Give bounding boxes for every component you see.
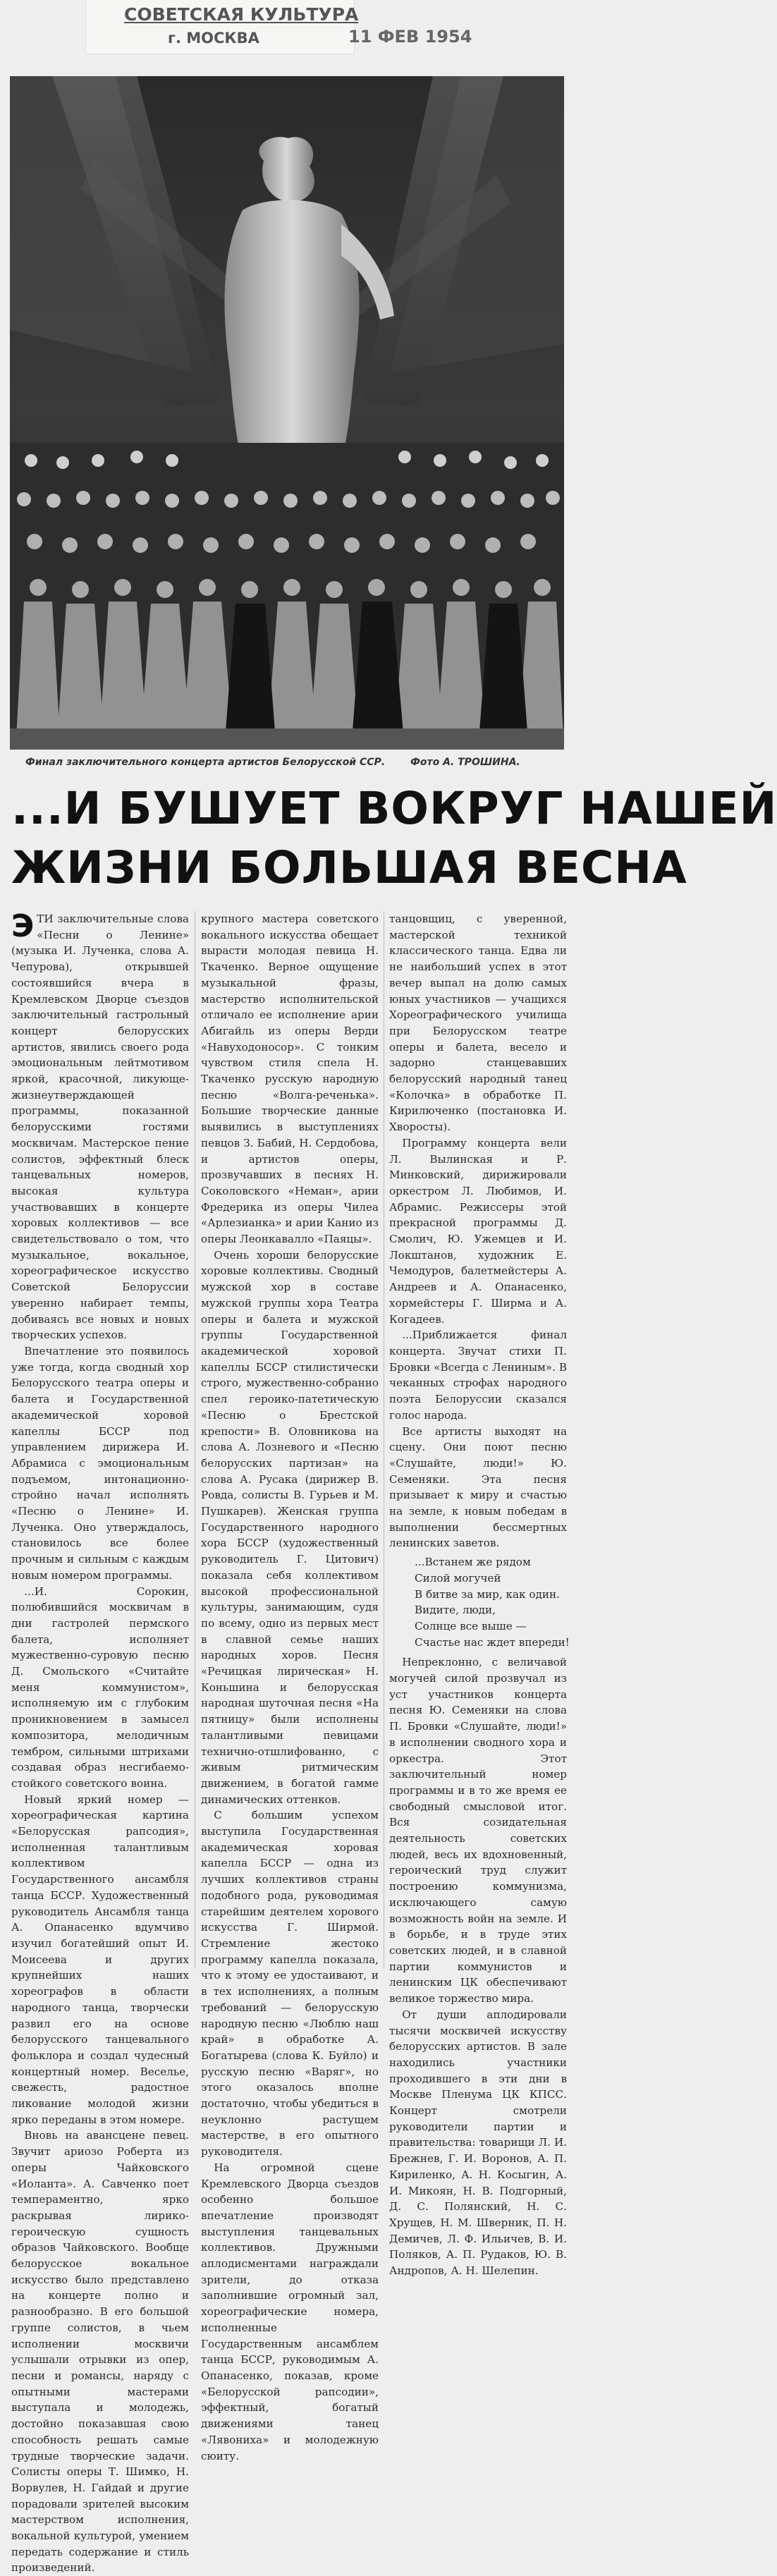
concert-photo-illustration (10, 76, 564, 750)
article-column-1 (11, 908, 189, 2575)
article-paragraph: Впечатление это появилось уже тогда, когда сводный хор Белорусского театра оперы и балета и Государственной академической хоровой капеллы БССР под управлением дирижера И. Абрамиса с эмоциональным подъемом, интонационно-стройно начал исполнять «Песню о Ленине» И. Лученка. Оно утверждалось, становилось все более прочным и сильным с каждым новым номером программы. (11, 1344, 189, 1582)
article-paragraph: ЭТИ заключительные слова «Песни о Ленине» (музыка И. Лученка, слова А. Чепурова), открывшей состоявшийся вчера в Кремлевском Дворце съездов заключительный гастрольный концерт белорусских артистов, явились своего рода эмоциональным лейтмотивом яркой, красочной, ликующе-жизнеутверждающей программы, показанной белорусскими гостями москвичам. Мастерское пение солистов, эффектный блеск танцевальных номеров, высокая культура участвовавших в концерте хоровых коллективов — все свидетельствовало о том, что музыкальное, вокальное, хореографическое искусство Советской Белоруссии уверенно набирает темпы, добиваясь все новых и новых творческих успехов. (11, 908, 189, 1342)
headline-line-2: ЖИЗНИ БОЛЬШАЯ ВЕСНА (11, 842, 687, 893)
poem-verse: Видите, люди, (415, 1604, 496, 1617)
poem-verse: Счастье нас ждет впереди! (415, 1635, 570, 1649)
article-headline (11, 779, 777, 898)
concert-photo (10, 76, 564, 750)
photo-credit: Фото А. ТРОШИНА. (410, 757, 520, 768)
poem-verse: Силой могучей (415, 1571, 501, 1585)
article-paragraph: Все артисты выходят на сцену. Они поют песню «Слушайте, люди!» Ю. Семеняки. Эта песня призывает к миру и счастью на земле, к новым победам в выполнении бессмертных ленинских заветов. (389, 1424, 567, 1550)
article-column-3 (389, 911, 570, 2278)
article-paragraph: Непреклонно, с величавой могучей силой прозвучал из уст участников концерта песня Ю. Семеняки на слова П. Бровки «Слушайте, люди!» в исполнении сводного хора и оркестра. Этот заключительный номер программы и в то же время ее свободный смысловой итог. Вся созидательная деятельность советских людей, весь их вдохновенный, героический труд служит построению коммунизма, исключающего самую возможность войн на земле. И в борьбе, и в труде этих советских людей, и в славной партии коммунистов и ленинским ЦК обеспечивают великое торжество мира. (389, 1656, 567, 2006)
date-stamp: 11 ФЕВ 1954 (348, 27, 472, 47)
poem-verse: В битве за мир, как один. (415, 1587, 560, 1601)
article-paragraph: От души аплодировали тысячи москвичей искусству белорусских артистов. В зале находились участники проходившего в эти дни в Москве Пленума ЦК КПСС. Концерт смотрели руководители партии и правительства: товарищи Л. И. Брежнев, Г. И. Воронов, А. П. Кириленко, А. Н. Косыгин, А. И. Микоян, Н. В. Подгорный, Д. С. Полянский, Н. С. Хрущев, Н. М. Шверник, П. Н. Демичев, Л. Ф. Ильичев, В. И. Поляков, А. П. Рудаков, Ю. В. Андропов, А. Н. Шелепин. (389, 2008, 567, 2278)
poem-quote (415, 1554, 570, 1650)
article-paragraph: С большим успехом выступила Государственная академическая хоровая капелла БССР — одна из лучших коллективов страны подобного рода, руководимая старейшим деятелем хорового искусства Г. Ширмой. Стремление жестоко программу капелла показала, что к этому ее удостаивают, и в тех исполнениях, а полным требований — белорусскую народную песню «Люблю наш край» в обработке А. Богатырева (слова К. Буйло) и русскую песню «Варяг», но этого оказалось вполне достаточно, чтобы убедиться в неуклонно растущем мастерстве, в его опытного руководителя. (201, 1809, 379, 2159)
drop-cap: Э (11, 908, 35, 944)
article-paragraph: ...Приближается финал концерта. Звучат стихи П. Бровки «Всегда с Лениным». В чеканных строфах народного поэта Белоруссии сказался голос народа. (389, 1329, 567, 1422)
headline-line-1: ...И БУШУЕТ ВОКРУГ НАШЕЙ (11, 783, 777, 834)
article-paragraph: ...И. Сорокин, полюбившийся москвичам в дни гастролей пермского балета, исполняет мужественно-суровую песню Д. Смольского «Считайте меня коммунистом», исполняемую им с глубоким проникновением в замысел композитора, мелодичным тембром, сильными штрихами создавая образ несгибаемо-стойкого советского воина. (11, 1585, 189, 1790)
article-paragraph: Новый яркий номер — хореографическая картина «Белорусская рапсодия», исполненная талантливым коллективом Государственного ансамбля танца БССР. Художественный руководитель Ансамбля танца А. Опанасенко вдумчиво изучил богатейший опыт И. Моисеева и других крупнейших наших хореографов в области народного танца, творчески развил его на основе белорусского танцевального фольклора и создал чудесный концертный номер. Веселье, свежесть, радостное ликование молодой жизни ярко переданы в этом номере. (11, 1793, 189, 2126)
newspaper-name-stamp: СОВЕТСКАЯ КУЛЬТУРА (124, 4, 359, 25)
article-paragraph: Очень хороши белорусские хоровые коллективы. Сводный мужской хор в составе мужской группы хора Театра оперы и балета и мужской группы Государственной академической хоровой капеллы БССР стилистически строго, мужественно-собранно спел героико-патетическую «Песню о Брестской крепости» В. Оловникова на слова А. Лозневого и «Песню белорусских партизан» на слова А. Русака (дирижер В. Ровда, солисты В. Гурьев и М. Пушкарев). Женская группа Государственного народного хора БССР (художественный руководитель Г. Цитович) показала себя коллективом высокой профессиональной культуры, занимающим, судя по всему, одно из первых мест в славной семье наших народных хоров. Песня «Речицкая лирическая» Н. Коньшина и белорусская народная шуточная песня «На пятницу» были исполнены талантливыми певицами технично-отшлифованно, с живым ритмическим движением, в богатой гамме динамических оттенков. (201, 1248, 379, 1806)
city-stamp: г. МОСКВА (168, 30, 259, 47)
article-paragraph: На огромной сцене Кремлевского Дворца съездов особенно большое впечатление производят выступления танцевальных коллективов. Дружными аплодисментами награждали зрители, до отказа заполнившие огромный зал, хореографические номера, исполненные Государственным ансамблем танца БССР, руководимым А. Опанасенко, показав, кроме «Белорусской рапсодии», эффектный, богатый движениями танец «Лявониха» и молодежную сюиту. (201, 2161, 379, 2462)
photo-caption: Финал заключительного концерта артистов Белорусской ССР. (25, 757, 386, 768)
article-paragraph: Вновь на авансцене певец. Звучит ариозо Роберта из оперы Чайковского «Иоланта». А. Савченко поет темпераментно, ярко раскрывая лирико-героическую сущность образов Чайковского. Вообще белорусское вокальное искусство было представлено на концерте полно и разнообразно. В его большой группе солистов, в чьем исполнении москвичи услышали отрывки из опер, песни и романсы, наряду с опытными мастерами выступала и молодежь, достойно показавшая свою способность решать самые трудные творческие задачи. Солисты оперы Т. Шимко, Н. Ворвулев, Н. Гайдай и другие порадовали зрителей высоким мастерством исполнения, вокальной культурой, умением передать содержание и стиль произведений. (11, 2129, 189, 2575)
article-paragraph: танцовщиц, с уверенной, мастерской техникой классического танца. Едва ли не наибольший успех в этот вечер выпал на долю самых юных участников — учащихся Хореографического училища при Белорусском театре оперы и балета, весело и задорно станцевавших белорусский народный танец «Колочка» в обработке П. Кирилюченко (постановка И. Хворосты). (389, 912, 567, 1134)
article-paragraph: Программу концерта вели Л. Вылинская и Р. Минковский, дирижировали оркестром Л. Любимов, И. Абрамис. Режиссеры этой прекрасной программы Д. Смолич, Ю. Ужемцев и И. Локштанов, художник Е. Чемодуров, балетмейстеры А. Андреев и А. Опанасенко, хормейстеры Г. Ширма и А. Когадеев. (389, 1136, 567, 1326)
article-paragraph: крупного мастера советского вокального искусства обещает вырасти молодая певица Н. Ткаченко. Верное ощущение музыкальной фразы, мастерство исполнительской отличало ее исполнение арии Абигайль из оперы Верди «Навуходоносор». С тонким чувством стиля спела Н. Ткаченко русскую народную песню «Волга-реченька». Большие творческие данные выявились в выступлениях певцов З. Бабий, Н. Сердобова, и артистов оперы, прозвучавших в песнях Н. Соколовского «Неман», арии Фредерика из оперы Чилеа «Арлезианка» и арии Канио из оперы Леонкавалло «Паяцы». (201, 912, 379, 1246)
poem-verse: Солнце все выше — (415, 1619, 527, 1632)
article-column-2 (201, 911, 379, 2462)
poem-verse: ...Встанем же рядом (415, 1556, 531, 1569)
